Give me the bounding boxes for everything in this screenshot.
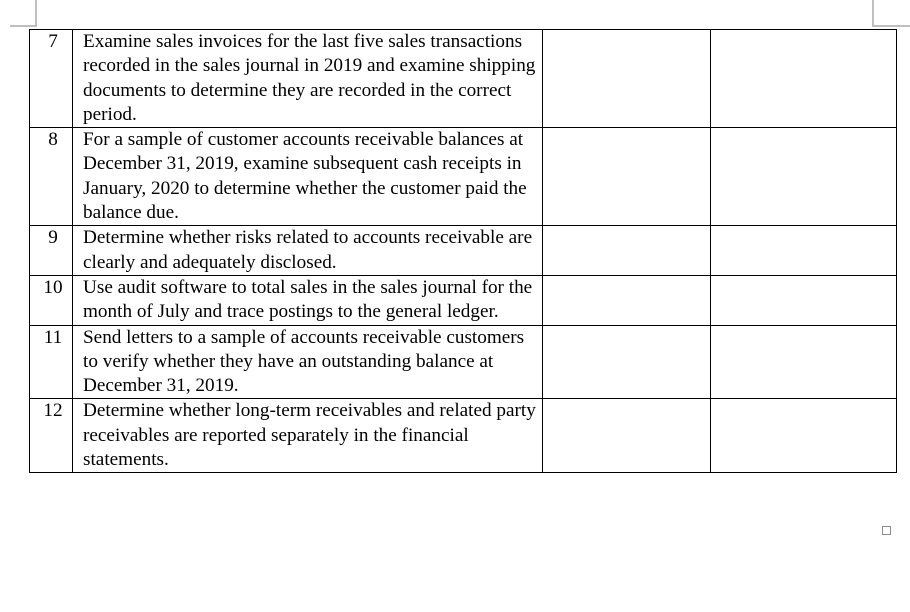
answer-cell-1[interactable] — [543, 226, 711, 276]
procedure-number: 12 — [43, 400, 63, 422]
page-corner-mark-top-left — [35, 0, 37, 26]
procedure-description: Determine whether risks related to accounts receivable are clearly and adequately disclosed. — [83, 227, 533, 273]
procedure-description: Examine sales invoices for the last five sales transactions recorded in the sales journal in 2019 and examine shipping documents to determine they are recorded in the correct period. — [83, 31, 536, 125]
answer-cell-1[interactable] — [543, 275, 711, 325]
procedure-description-cell[interactable] — [73, 325, 543, 399]
procedure-description-cell[interactable] — [73, 30, 543, 128]
answer-cell-1[interactable] — [543, 128, 711, 226]
answer-cell-1[interactable] — [543, 325, 711, 399]
answer-cell-2[interactable] — [711, 30, 897, 128]
table-resize-handle[interactable] — [882, 526, 891, 535]
procedure-number: 11 — [43, 326, 63, 348]
procedure-number: 7 — [48, 31, 58, 52]
procedure-number-cell[interactable] — [30, 30, 73, 128]
table-row — [30, 399, 897, 473]
procedure-number: 8 — [48, 129, 58, 151]
procedure-number: 10 — [43, 276, 63, 298]
procedure-description: Determine whether long-term receivables and related party receivables are reported separately in the financial statements. — [83, 400, 536, 471]
procedure-number-cell[interactable] — [30, 399, 73, 473]
answer-cell-2[interactable] — [711, 275, 897, 325]
procedure-description: For a sample of customer accounts receivable balances at December 31, 2019, examine subsequent cash receipts in January, 2020 to determine whether the customer paid the balance due. — [83, 129, 527, 224]
procedure-number-cell[interactable] — [30, 226, 73, 276]
procedure-description-cell[interactable] — [73, 275, 543, 325]
procedure-number: 9 — [48, 227, 58, 249]
answer-cell-2[interactable] — [711, 226, 897, 276]
procedure-number-cell[interactable] — [30, 275, 73, 325]
procedure-description-cell[interactable] — [73, 128, 543, 226]
procedure-description-cell[interactable] — [73, 226, 543, 276]
table-row — [30, 325, 897, 399]
procedure-description-cell[interactable] — [73, 399, 543, 473]
page-corner-mark-top-left — [10, 25, 37, 27]
procedure-description: Use audit software to total sales in the sales journal for the month of July and trace postings to the general ledger. — [83, 276, 533, 323]
procedure-number-cell[interactable] — [30, 128, 73, 226]
answer-cell-2[interactable] — [711, 399, 897, 473]
answer-cell-2[interactable] — [711, 325, 897, 399]
procedure-description: Send letters to a sample of accounts receivable customers to verify whether they have an outstanding balance at December 31, 2019. — [83, 326, 525, 397]
answer-cell-1[interactable] — [543, 399, 711, 473]
page-corner-mark-top-right — [872, 25, 910, 27]
table-row — [30, 275, 897, 325]
answer-cell-1[interactable] — [543, 30, 711, 128]
audit-procedures-table — [29, 29, 897, 473]
procedure-number-cell[interactable] — [30, 325, 73, 399]
table-row — [30, 128, 897, 226]
answer-cell-2[interactable] — [711, 128, 897, 226]
table-row — [30, 30, 897, 128]
page-corner-mark-top-right — [872, 0, 874, 26]
table-row — [30, 226, 897, 276]
